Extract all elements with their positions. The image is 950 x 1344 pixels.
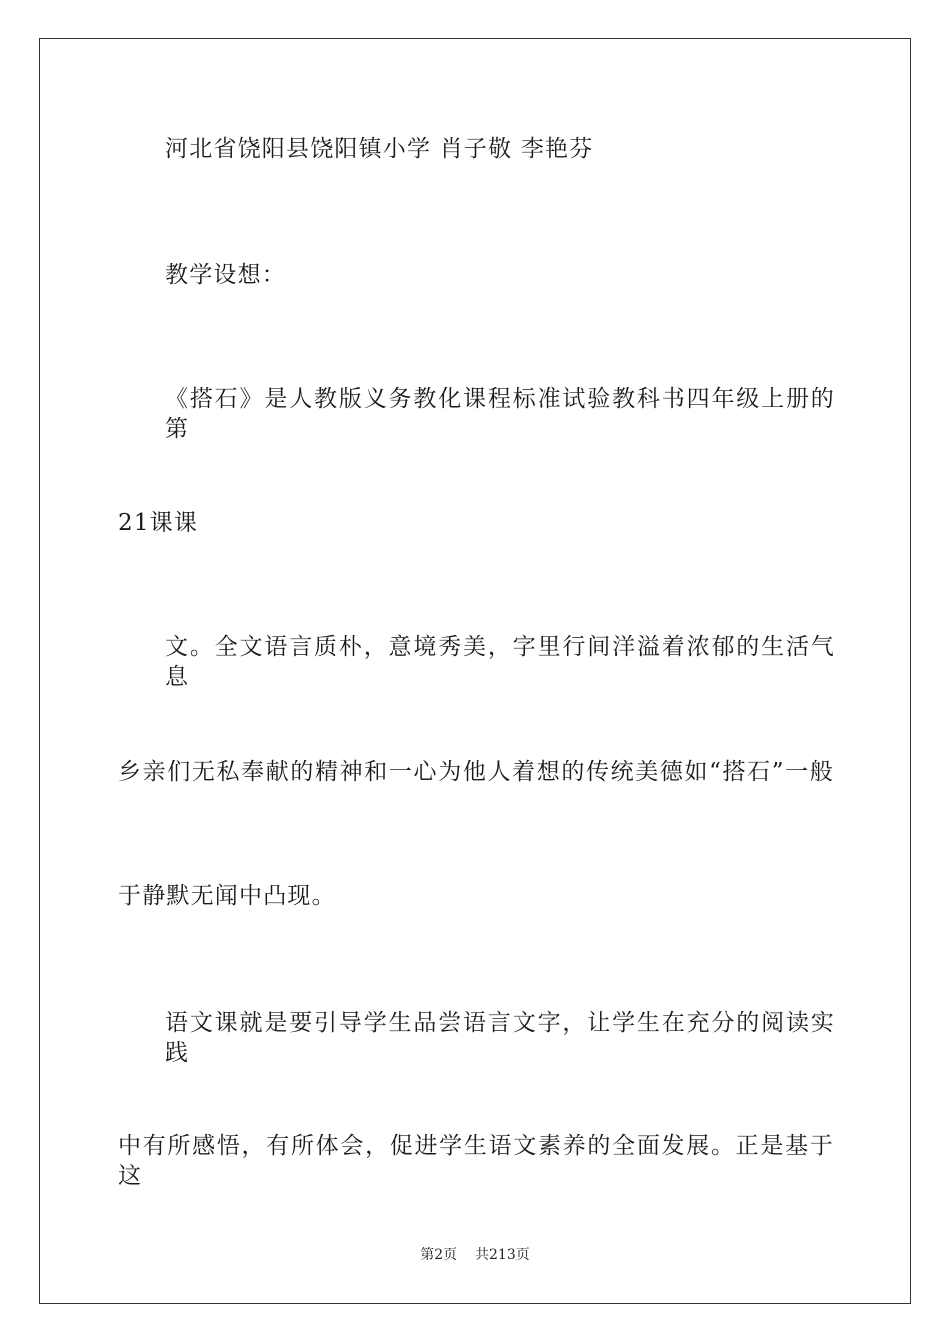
- paragraph-line: 21课课: [118, 510, 199, 536]
- author-line: 河北省饶阳县饶阳镇小学 肖子敬 李艳芬: [165, 136, 594, 162]
- page-footer: [0, 1245, 950, 1265]
- paragraph-line: 中有所感悟，有所体会，促进学生语文素养的全面发展。正是基于这: [118, 1133, 834, 1189]
- page-number: 第2页: [420, 1247, 458, 1263]
- paragraph-line: 乡亲们无私奉献的精神和一心为他人着想的传统美德如“搭石”一般: [118, 759, 834, 785]
- paragraph-line: 于静默无闻中凸现。: [118, 883, 336, 909]
- section-heading: 教学设想：: [165, 262, 286, 288]
- paragraph-line: 文。全文语言质朴，意境秀美，字里行间洋溢着浓郁的生活气息: [165, 634, 835, 690]
- page-total: 共213页: [475, 1247, 530, 1263]
- paragraph-line: 《搭石》是人教版义务教化课程标准试验教科书四年级上册的第: [165, 386, 835, 442]
- paragraph-line: 语文课就是要引导学生品尝语言文字，让学生在充分的阅读实践: [165, 1010, 835, 1066]
